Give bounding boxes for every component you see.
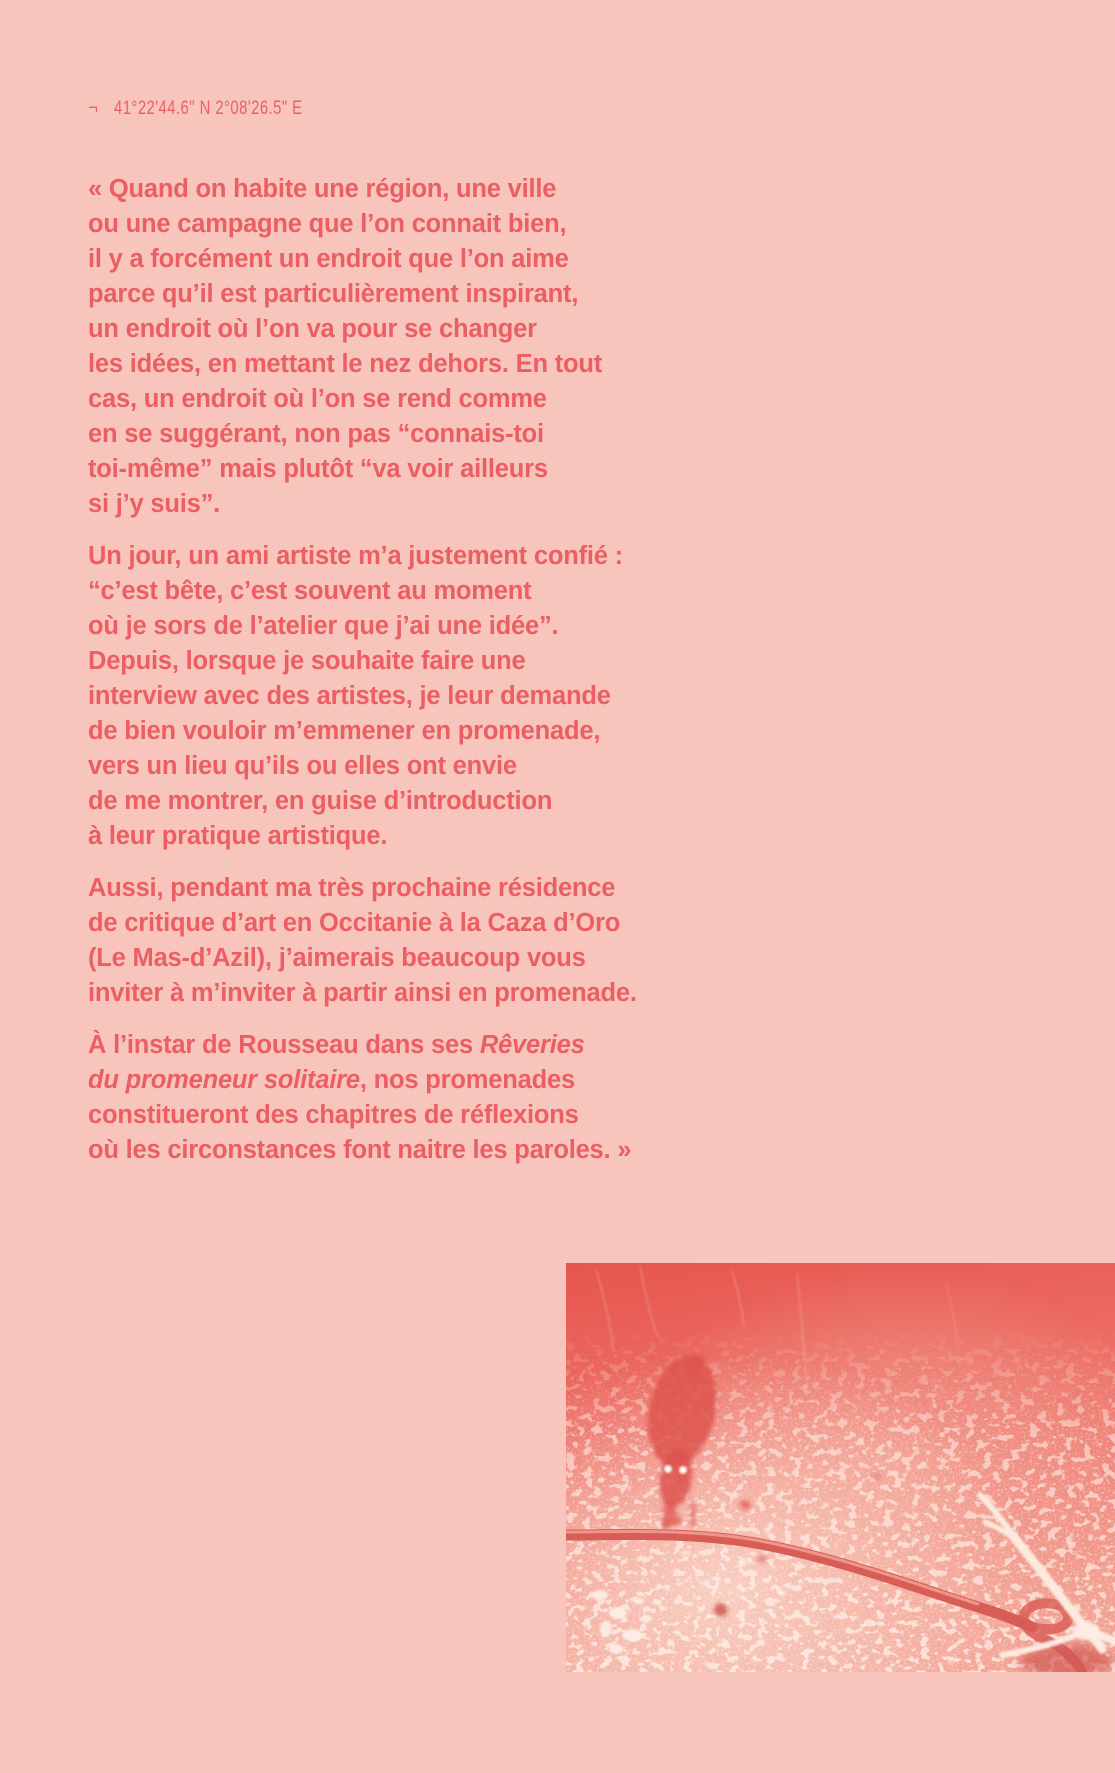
quote-line xyxy=(88,714,637,749)
quote-segment: il y a forcément un endroit que l’on aime xyxy=(88,245,569,273)
quote-segment: où les circonstances font naitre les paroles. » xyxy=(88,1136,632,1164)
header xyxy=(88,98,356,120)
quote-line xyxy=(88,941,637,976)
quote-line xyxy=(88,1098,637,1133)
quote-segment: constitueront des chapitres de réflexions xyxy=(88,1101,579,1129)
quote-segment: à leur pratique artistique. xyxy=(88,822,388,850)
quote-block xyxy=(88,172,637,1168)
quote-segment-italic: du promeneur solitaire xyxy=(88,1066,360,1094)
quote-line xyxy=(88,784,637,819)
quote-segment: de bien vouloir m’emmener en promenade, xyxy=(88,717,601,745)
quote-line xyxy=(88,347,637,382)
quote-line xyxy=(88,452,637,487)
not-sign-glyph: ¬ xyxy=(88,98,98,119)
quote-segment: où je sors de l’atelier que j’ai une idée”. xyxy=(88,612,559,640)
quote-segment: toi-même” mais plutôt “va voir ailleurs xyxy=(88,455,548,483)
quote-line xyxy=(88,574,637,609)
photo-illustration xyxy=(566,1263,1115,1672)
quote-segment: un endroit où l’on va pour se changer xyxy=(88,315,537,343)
quote-paragraph xyxy=(88,1028,637,1168)
quote-line xyxy=(88,609,637,644)
quote-line xyxy=(88,976,637,1011)
quote-line xyxy=(88,417,637,452)
quote-segment: interview avec des artistes, je leur demande xyxy=(88,682,611,710)
quote-line xyxy=(88,1133,637,1168)
quote-segment: Depuis, lorsque je souhaite faire une xyxy=(88,647,526,675)
quote-line xyxy=(88,644,637,679)
quote-segment: inviter à m’inviter à partir ainsi en promenade. xyxy=(88,979,637,1007)
quote-segment: Un jour, un ami artiste m’a justement confié : xyxy=(88,542,623,570)
quote-segment: cas, un endroit où l’on se rend comme xyxy=(88,385,547,413)
quote-line xyxy=(88,207,637,242)
quote-line xyxy=(88,312,637,347)
quote-line xyxy=(88,819,637,854)
quote-paragraph xyxy=(88,172,637,522)
quote-segment: (Le Mas-d’Azil), j’aimerais beaucoup vous xyxy=(88,944,586,972)
quote-line xyxy=(88,242,637,277)
quote-segment: À l’instar de Rousseau dans ses xyxy=(88,1031,480,1059)
quote-segment: ou une campagne que l’on connait bien, xyxy=(88,210,567,238)
quote-paragraph xyxy=(88,539,637,854)
quote-segment-italic: Rêveries xyxy=(479,1031,585,1059)
quote-segment: les idées, en mettant le nez dehors. En tout xyxy=(88,350,603,378)
quote-line xyxy=(88,679,637,714)
quote-line xyxy=(88,277,637,312)
quote-segment: en se suggérant, non pas “connais-toi xyxy=(88,420,544,448)
quote-line xyxy=(88,172,637,207)
quote-line xyxy=(88,1063,637,1098)
quote-segment: vers un lieu qu’ils ou elles ont envie xyxy=(88,752,517,780)
quote-line xyxy=(88,749,637,784)
quote-segment: de me montrer, en guise d’introduction xyxy=(88,787,553,815)
gps-coordinates: 41°22'44.6" N 2°08'26.5" E xyxy=(114,98,303,119)
quote-line xyxy=(88,487,637,522)
quote-line xyxy=(88,1028,637,1063)
quote-segment: « Quand on habite une région, une ville xyxy=(88,175,557,203)
quote-line xyxy=(88,539,637,574)
quote-line xyxy=(88,382,637,417)
quote-segment: , nos promenades xyxy=(359,1066,575,1094)
quote-line xyxy=(88,906,637,941)
quote-segment: si j’y suis”. xyxy=(88,490,221,518)
quote-line xyxy=(88,871,637,906)
quote-segment: parce qu’il est particulièrement inspirant, xyxy=(88,280,579,308)
quote-paragraph xyxy=(88,871,637,1011)
quote-segment: “c’est bête, c’est souvent au moment xyxy=(88,577,532,605)
quote-segment: de critique d’art en Occitanie à la Caza d’Oro xyxy=(88,909,621,937)
quote-segment: Aussi, pendant ma très prochaine résidence xyxy=(88,874,616,902)
trail-camera-photo xyxy=(566,1263,1115,1672)
